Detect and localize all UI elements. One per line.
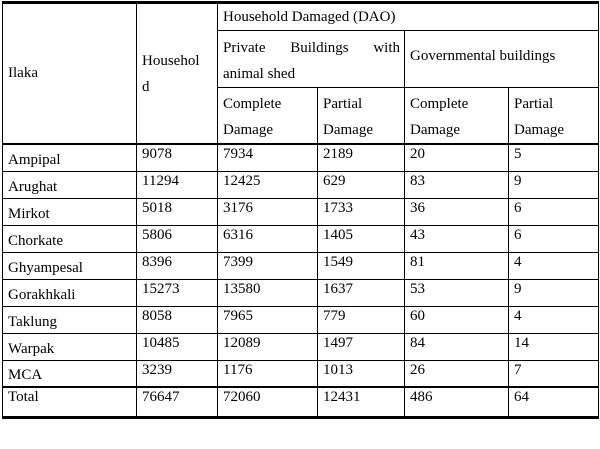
ilaka-header-label: Ilaka [8,65,38,81]
table-row-taklung [3,306,599,333]
private-partial-cell: 1497 [318,333,405,360]
household-header-line2: d [142,78,150,95]
ilaka-cell: Gorakhkali [3,279,137,306]
household-header-line1: Househol [142,52,200,69]
private-complete-cell: 13580 [218,279,318,306]
table-row-warpak [3,333,599,360]
private-complete-cell: 6316 [218,225,318,252]
table-row-chorkate [3,225,599,252]
ilaka-cell: MCA [3,360,137,387]
household-cell: 3239 [137,360,218,387]
household-cell: 9078 [137,144,218,171]
gov-partial-line2: Damage [514,122,564,138]
gov-complete-cell: 60 [405,306,509,333]
private-complete-cell: 1176 [218,360,318,387]
total-private-partial-cell: 12431 [318,387,405,417]
ilaka-cell: Warpak [3,333,137,360]
private-buildings-line2: animal shed [223,66,296,82]
household-cell: 8058 [137,306,218,333]
ilaka-cell: Mirkot [3,198,137,225]
ilaka-cell: Arughat [3,171,137,198]
private-partial-cell: 1405 [318,225,405,252]
total-private-complete-cell: 72060 [218,387,318,417]
household-damaged-label: Household Damaged (DAO) [223,8,396,25]
private-buildings-line1: Private Buildings with [223,40,400,56]
table-row-mca [3,360,599,387]
gov-complete-cell: 81 [405,252,509,279]
private-partial-cell: 2189 [318,144,405,171]
private-partial-cell: 1637 [318,279,405,306]
gov-partial-cell: 6 [509,198,599,225]
private-partial-line1: Partial [323,96,363,112]
private-partial-cell: 1549 [318,252,405,279]
column-header-household [137,3,218,145]
gov-complete-cell: 36 [405,198,509,225]
column-header-gov-partial [509,88,599,145]
gov-partial-cell: 6 [509,225,599,252]
private-complete-cell: 7934 [218,144,318,171]
gov-complete-line1: Complete [410,96,469,112]
column-header-private-partial [318,88,405,145]
group-header-private-buildings [218,31,405,88]
household-cell: 11294 [137,171,218,198]
household-cell: 10485 [137,333,218,360]
table-row-gorakhkali [3,279,599,306]
governmental-buildings-label: Governmental buildings [410,47,556,64]
gov-complete-cell: 83 [405,171,509,198]
ilaka-cell: Ghyampesal [3,252,137,279]
ilaka-cell: Ampipal [3,144,137,171]
private-partial-cell: 629 [318,171,405,198]
household-cell: 5806 [137,225,218,252]
ilaka-cell: Taklung [3,306,137,333]
total-label-cell: Total [3,387,137,417]
column-header-private-complete [218,88,318,145]
total-household-cell: 76647 [137,387,218,417]
private-complete-line1: Complete [223,96,282,112]
gov-complete-cell: 53 [405,279,509,306]
household-cell: 8396 [137,252,218,279]
table-row-ghyampesal [3,252,599,279]
gov-partial-line1: Partial [514,96,554,112]
gov-partial-cell: 4 [509,306,599,333]
group-header-household-damaged [218,3,599,31]
household-cell: 5018 [137,198,218,225]
gov-partial-cell: 14 [509,333,599,360]
ilaka-cell: Chorkate [3,225,137,252]
gov-partial-cell: 4 [509,252,599,279]
total-gov-complete-cell: 486 [405,387,509,417]
header-row-1 [3,3,599,31]
total-gov-partial-cell: 64 [509,387,599,417]
private-complete-cell: 7965 [218,306,318,333]
gov-complete-cell: 84 [405,333,509,360]
private-partial-cell: 1733 [318,198,405,225]
gov-complete-cell: 43 [405,225,509,252]
gov-partial-cell: 9 [509,171,599,198]
gov-partial-cell: 9 [509,279,599,306]
column-header-ilaka [3,3,137,145]
table-row-mirkot [3,198,599,225]
private-complete-cell: 12425 [218,171,318,198]
table-row-total [3,387,599,417]
table-row-ampipal [3,144,599,171]
gov-complete-cell: 26 [405,360,509,387]
private-partial-line2: Damage [323,122,373,138]
gov-complete-line2: Damage [410,122,460,138]
gov-complete-cell: 20 [405,144,509,171]
damage-assessment-table [2,1,599,419]
column-header-gov-complete [405,88,509,145]
private-complete-line2: Damage [223,122,273,138]
table-row-arughat [3,171,599,198]
gov-partial-cell: 7 [509,360,599,387]
private-complete-cell: 3176 [218,198,318,225]
private-partial-cell: 779 [318,306,405,333]
private-partial-cell: 1013 [318,360,405,387]
household-cell: 15273 [137,279,218,306]
private-complete-cell: 7399 [218,252,318,279]
gov-partial-cell: 5 [509,144,599,171]
private-complete-cell: 12089 [218,333,318,360]
group-header-governmental-buildings [405,31,599,88]
